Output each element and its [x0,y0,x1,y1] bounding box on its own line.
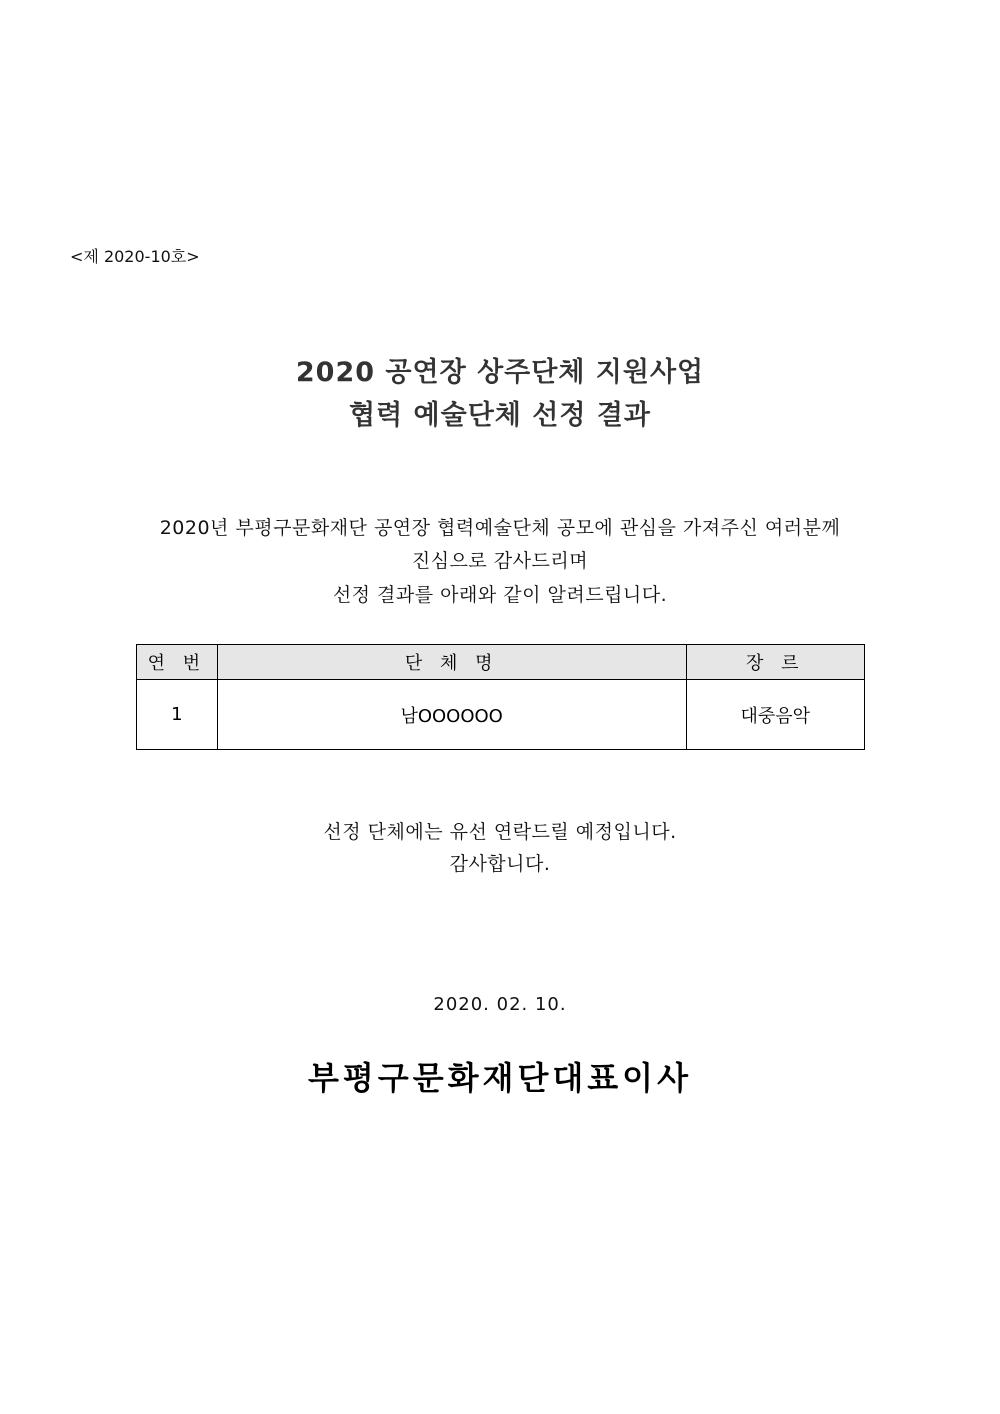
cell-group-name: 남OOOOOO [217,680,686,750]
intro-line-2: 진심으로 감사드리며 [411,550,589,572]
header-genre: 장 르 [686,645,865,680]
header-group-name: 단 체 명 [217,645,686,680]
header-number: 연 번 [137,645,218,680]
intro-line-3: 선정 결과를 아래와 같이 알려드립니다. [332,584,668,606]
title-line-2: 협력 예술단체 선정 결과 [348,400,652,431]
closing-line-1: 선정 단체에는 유선 연락드릴 예정입니다. [323,821,677,843]
signature: 부평구문화재단대표이사 [307,1059,693,1097]
table-row [137,680,865,750]
title-line-1: 2020 공연장 상주단체 지원사업 [295,357,705,388]
closing-line-2: 감사합니다. [449,853,551,875]
table-header-row [137,645,865,680]
document-number: <제 2020-10호> [70,247,200,266]
result-table [136,644,865,750]
cell-genre: 대중음악 [686,680,865,750]
cell-number: 1 [137,680,218,750]
document-date: 2020. 02. 10. [433,994,567,1015]
intro-line-1: 2020년 부평구문화재단 공연장 협력예술단체 공모에 관심을 가져주신 여러분께 [159,517,841,539]
